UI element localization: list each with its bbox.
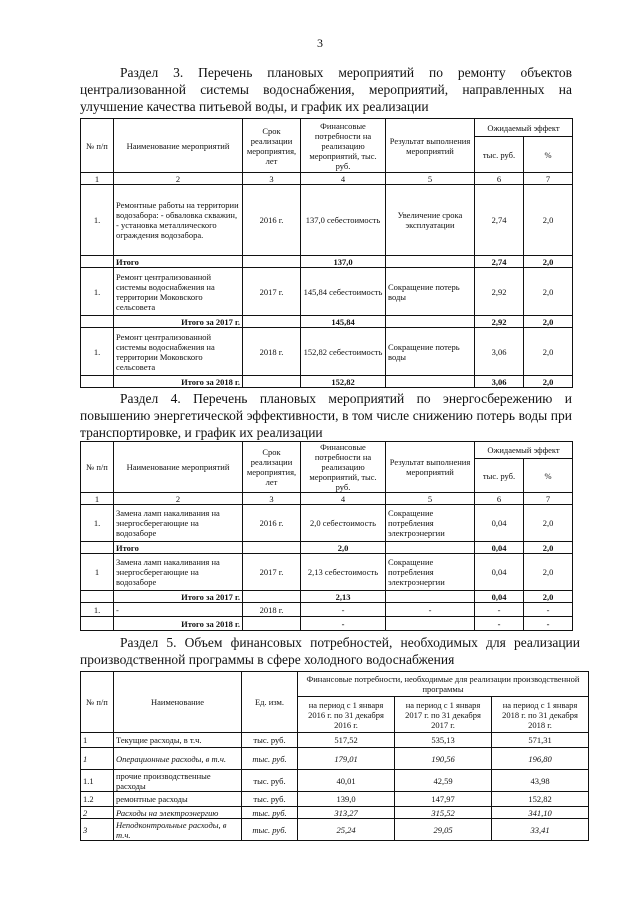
total-effect-pct: 2,0: [524, 376, 573, 388]
table-row: [81, 328, 573, 376]
row-value-2017: 42,59: [395, 770, 492, 792]
header-name: Наименование мероприятий: [114, 119, 243, 173]
total-label: Итого за 2017 г.: [114, 591, 243, 603]
total-label: Итого: [114, 542, 243, 554]
row-effect-rub: 3,06: [475, 328, 524, 376]
row-num: 1: [81, 748, 114, 770]
total-effect-rub: 2,74: [475, 256, 524, 268]
row-value-2018: 43,98: [492, 770, 589, 792]
col-number: 5: [386, 173, 475, 185]
section3-heading-text: Раздел 3. Перечень плановых мероприятий по ремонту объектов централизованной системы водоснабжения, мероприятий, направленных на улучшение качества питьевой воды, и график их реализации: [80, 65, 572, 114]
row-num: 1.1: [81, 770, 114, 792]
header-finance: Финансовые потребности на реализацию мероприятий, тыс. руб.: [301, 442, 386, 493]
total-label: Итого: [114, 256, 243, 268]
row-result: Сокращение потребления электроэнергии: [386, 505, 475, 542]
table-row: [81, 733, 589, 748]
row-num: 3: [81, 819, 114, 841]
total-effect-rub: 2,92: [475, 316, 524, 328]
total-row: [81, 591, 573, 603]
row-value-2016: 139,0: [298, 792, 395, 807]
row-term: 2018 г.: [243, 328, 301, 376]
row-effect-rub: 2,74: [475, 185, 524, 256]
col-number: 1: [81, 173, 114, 185]
table-row: [81, 792, 589, 807]
table-row: [81, 807, 589, 819]
col-number: 4: [301, 493, 386, 505]
row-result: -: [386, 603, 475, 617]
row-term: 2018 г.: [243, 603, 301, 617]
row-result: Сокращение потерь воды: [386, 268, 475, 316]
row-effect-pct: 2,0: [524, 328, 573, 376]
row-value-2017: 535,13: [395, 733, 492, 748]
total-finance: 2,0: [301, 542, 386, 554]
col-number: 7: [524, 493, 573, 505]
header-effect: Ожидаемый эффект: [475, 442, 573, 459]
row-effect-pct: 2,0: [524, 505, 573, 542]
row-value-2016: 179,01: [298, 748, 395, 770]
total-label: Итого за 2018 г.: [114, 376, 243, 388]
col-number: 4: [301, 173, 386, 185]
row-finance: 2,0 себестоимость: [301, 505, 386, 542]
row-value-2018: 196,80: [492, 748, 589, 770]
total-finance: -: [301, 617, 386, 631]
row-value-2017: 315,52: [395, 807, 492, 819]
row-result: Увеличение срока эксплуатации: [386, 185, 475, 256]
row-name: ремонтные расходы: [114, 792, 242, 807]
row-name: Замена ламп накаливания на энергосберегающие на водозаборе: [114, 554, 243, 591]
total-finance: 152,82: [301, 376, 386, 388]
total-row: [81, 316, 573, 328]
total-finance: 2,13: [301, 591, 386, 603]
header-finance: Финансовые потребности на реализацию мероприятий, тыс. руб.: [301, 119, 386, 173]
row-effect-pct: 2,0: [524, 268, 573, 316]
table-row: [81, 603, 573, 617]
row-value-2018: 341,10: [492, 807, 589, 819]
row-num: 1.: [81, 505, 114, 542]
header-period-2016: на период с 1 января 2016 г. по 31 декабря 2016 г.: [298, 697, 395, 733]
table-row: [81, 505, 573, 542]
page-number: 3: [317, 36, 323, 50]
row-finance: 152,82 себестоимость: [301, 328, 386, 376]
row-unit: тыс. руб.: [242, 807, 298, 819]
table-row: [81, 819, 589, 841]
row-num: 1.: [81, 328, 114, 376]
header-effect: Ожидаемый эффект: [475, 119, 573, 137]
total-effect-pct: 2,0: [524, 591, 573, 603]
row-num: 1.2: [81, 792, 114, 807]
header-unit: Ед. изм.: [242, 672, 298, 733]
header-period-2017: на период с 1 января 2017 г. по 31 декабря 2017 г.: [395, 697, 492, 733]
header-result: Результат выполнения мероприятий: [386, 442, 475, 493]
row-num: 2: [81, 807, 114, 819]
row-name: Неподконтрольные расходы, в т.ч.: [114, 819, 242, 841]
table-row: [81, 268, 573, 316]
row-result: Сокращение потерь воды: [386, 328, 475, 376]
row-name: Ремонт централизованной системы водоснабжения на территории Моковского сельсовета: [114, 268, 243, 316]
row-num: 1: [81, 733, 114, 748]
total-effect-rub: -: [475, 617, 524, 631]
row-name: Замена ламп накаливания на энергосберегающие на водозаборе: [114, 505, 243, 542]
total-effect-rub: 3,06: [475, 376, 524, 388]
total-finance: 137,0: [301, 256, 386, 268]
row-value-2016: 40,01: [298, 770, 395, 792]
total-effect-rub: 0,04: [475, 591, 524, 603]
row-value-2016: 517,52: [298, 733, 395, 748]
header-num: № п/п: [81, 442, 114, 493]
row-num: 1: [81, 554, 114, 591]
row-name: Расходы на электроэнергию: [114, 807, 242, 819]
row-unit: тыс. руб.: [242, 819, 298, 841]
row-unit: тыс. руб.: [242, 792, 298, 807]
row-term: 2017 г.: [243, 268, 301, 316]
col-number: 3: [243, 173, 301, 185]
row-effect-pct: -: [524, 603, 573, 617]
header-effect-rub: тыс. руб.: [475, 459, 524, 493]
row-term: 2017 г.: [243, 554, 301, 591]
header-num: № п/п: [81, 119, 114, 173]
header-effect-pct: %: [524, 459, 573, 493]
total-row: [81, 256, 573, 268]
row-name: Операционные расходы, в т.ч.: [114, 748, 242, 770]
row-term: 2016 г.: [243, 505, 301, 542]
row-finance: 137,0 себестоимость: [301, 185, 386, 256]
col-number: 2: [114, 173, 243, 185]
table-row: [81, 770, 589, 792]
total-row: [81, 617, 573, 631]
col-number: 6: [475, 493, 524, 505]
total-effect-pct: 2,0: [524, 256, 573, 268]
header-term: Срок реализации мероприятия, лет: [243, 442, 301, 493]
total-finance: 145,84: [301, 316, 386, 328]
row-name: Ремонт централизованной системы водоснабжения на территории Моковского сельсовета: [114, 328, 243, 376]
section5-table: [80, 671, 589, 841]
row-unit: тыс. руб.: [242, 770, 298, 792]
section5-heading-text: Раздел 5. Объем финансовых потребностей, необходимых для реализации производственной программы в сфере холодного водоснабжения: [80, 635, 580, 667]
header-period-2018: на период с 1 января 2018 г. по 31 декабря 2018 г.: [492, 697, 589, 733]
row-effect-pct: 2,0: [524, 185, 573, 256]
col-number: 3: [243, 493, 301, 505]
col-number: 7: [524, 173, 573, 185]
header-name: Наименование: [114, 672, 242, 733]
row-unit: тыс. руб.: [242, 733, 298, 748]
row-value-2018: 152,82: [492, 792, 589, 807]
row-finance: 145,84 себестоимость: [301, 268, 386, 316]
row-value-2016: 25,24: [298, 819, 395, 841]
total-row: [81, 376, 573, 388]
total-row: [81, 542, 573, 554]
total-effect-pct: 2,0: [524, 542, 573, 554]
col-number: 5: [386, 493, 475, 505]
header-group: Финансовые потребности, необходимые для реализации производственной программы: [298, 672, 589, 697]
row-finance: 2,13 себестоимость: [301, 554, 386, 591]
header-term: Срок реализации мероприятия, лет: [243, 119, 301, 173]
col-number: 1: [81, 493, 114, 505]
row-name: Ремонтные работы на территории водозабора: - обваловка скважин, - установка металлического ограждения водозабора.: [114, 185, 243, 256]
section5-heading: [80, 634, 580, 668]
row-value-2016: 313,27: [298, 807, 395, 819]
table-row: [81, 748, 589, 770]
row-effect-rub: 0,04: [475, 554, 524, 591]
row-value-2017: 29,05: [395, 819, 492, 841]
row-name: -: [114, 603, 243, 617]
header-result: Результат выполнения мероприятий: [386, 119, 475, 173]
section4-table: [80, 441, 573, 631]
row-name: прочие производственные расходы: [114, 770, 242, 792]
header-name: Наименование мероприятий: [114, 442, 243, 493]
row-name: Текущие расходы, в т.ч.: [114, 733, 242, 748]
section3-heading: [80, 64, 572, 115]
total-effect-pct: 2,0: [524, 316, 573, 328]
row-effect-rub: -: [475, 603, 524, 617]
row-term: 2016 г.: [243, 185, 301, 256]
row-effect-rub: 0,04: [475, 505, 524, 542]
header-effect-pct: %: [524, 137, 573, 173]
total-effect-pct: -: [524, 617, 573, 631]
row-value-2017: 147,97: [395, 792, 492, 807]
row-num: 1.: [81, 603, 114, 617]
row-finance: -: [301, 603, 386, 617]
row-result: Сокращение потребления электроэнергии: [386, 554, 475, 591]
row-value-2018: 571,31: [492, 733, 589, 748]
section4-heading: [80, 390, 572, 441]
total-label: Итого за 2017 г.: [114, 316, 243, 328]
table-row: [81, 554, 573, 591]
row-num: 1.: [81, 185, 114, 256]
total-effect-rub: 0,04: [475, 542, 524, 554]
header-effect-rub: тыс. руб.: [475, 137, 524, 173]
row-num: 1.: [81, 268, 114, 316]
row-value-2017: 190,56: [395, 748, 492, 770]
row-effect-rub: 2,92: [475, 268, 524, 316]
table-row: [81, 185, 573, 256]
col-number: 2: [114, 493, 243, 505]
row-unit: тыс. руб.: [242, 748, 298, 770]
row-value-2018: 33,41: [492, 819, 589, 841]
section4-heading-text: Раздел 4. Перечень плановых мероприятий по энергосбережению и повышению энергетической эффективности, в том числе снижению потерь воды при транспортировке, и график их реализации: [80, 391, 572, 440]
row-effect-pct: 2,0: [524, 554, 573, 591]
col-number: 6: [475, 173, 524, 185]
total-label: Итого за 2018 г.: [114, 617, 243, 631]
header-num: № п/п: [81, 672, 114, 733]
section3-table: [80, 118, 573, 388]
